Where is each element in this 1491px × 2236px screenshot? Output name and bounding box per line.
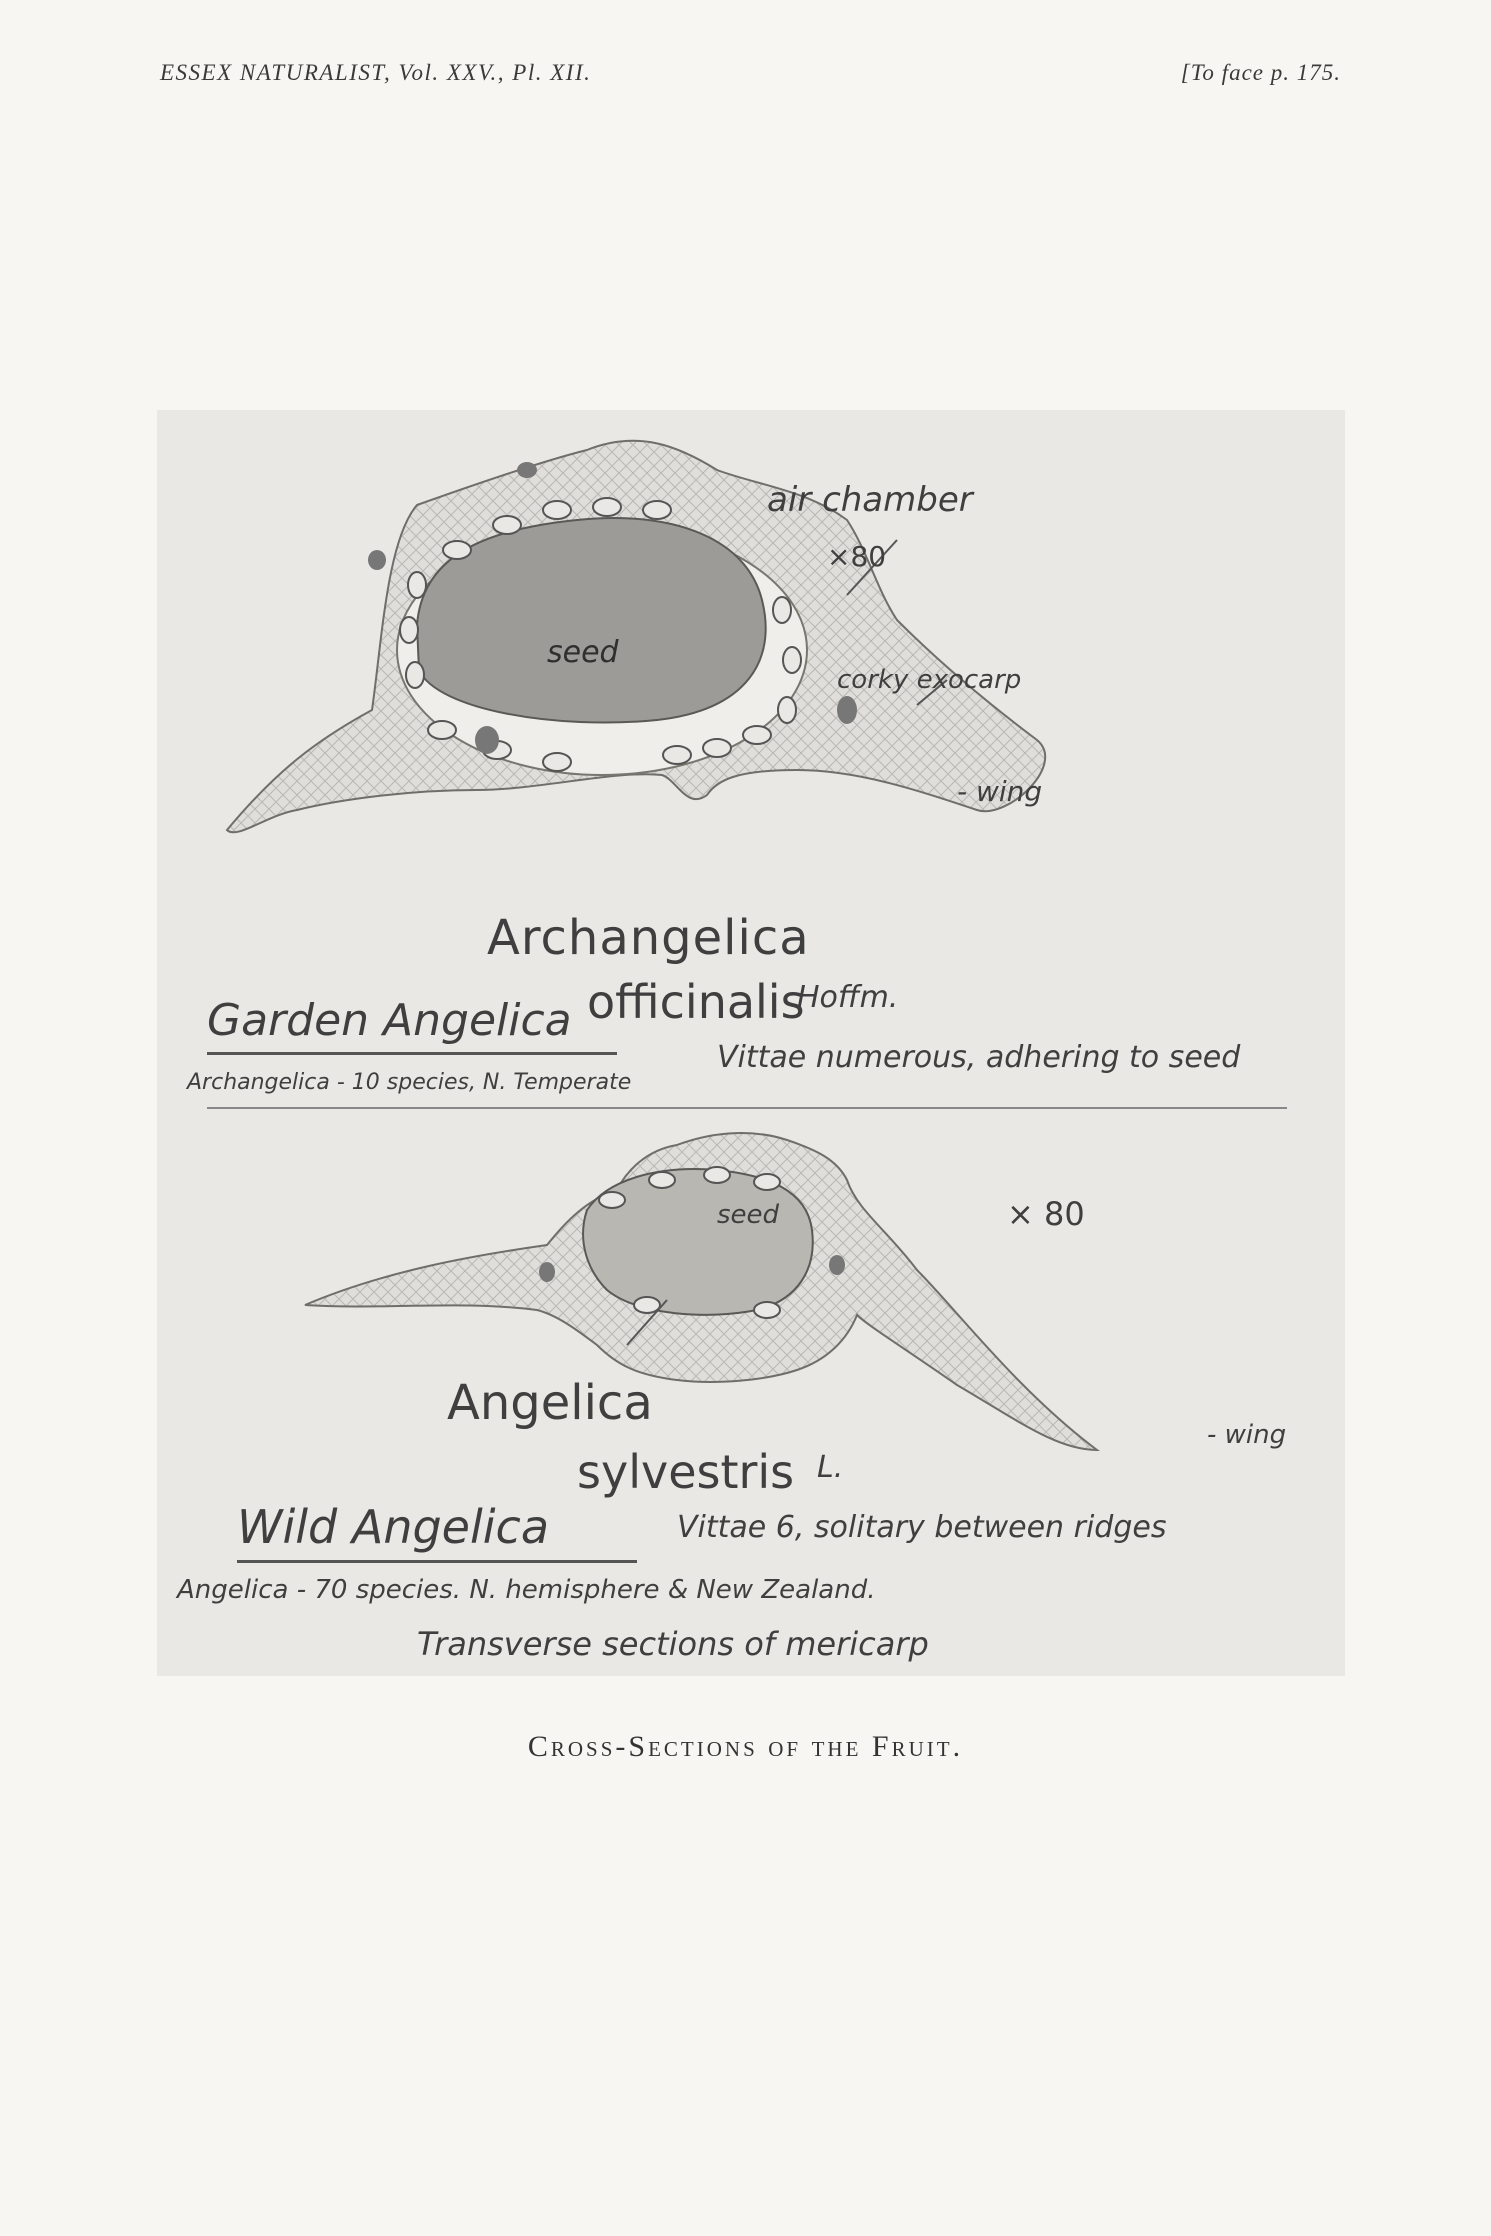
bottom-seed-label: seed — [717, 1200, 780, 1230]
bottom-wing-label: - wing — [1207, 1420, 1287, 1450]
archangelica-genus: Archangelica — [487, 910, 810, 966]
facing-page-reference: [To face p. 175. — [1180, 60, 1341, 85]
transverse-sections-note: Transverse sections of mericarp — [417, 1625, 929, 1663]
angelica-cross-section — [305, 1133, 1097, 1450]
top-wing-label: - wing — [957, 775, 1043, 808]
top-magnification-label: ×80 — [827, 540, 887, 573]
garden-angelica-common-name: Garden Angelica — [207, 995, 617, 1055]
angelica-vittae-note: Vittae 6, solitary between ridges — [677, 1510, 1167, 1545]
archangelica-genus-note: Archangelica - 10 species, N. Temperate — [187, 1070, 632, 1095]
archangelica-authority: Hoffm. — [797, 980, 899, 1015]
wild-angelica-common-name: Wild Angelica — [237, 1500, 637, 1563]
top-seed-label: seed — [547, 635, 619, 670]
bottom-seed-body — [583, 1169, 813, 1315]
bottom-magnification-label: × 80 — [1007, 1195, 1085, 1233]
angelica-species: sylvestris — [577, 1445, 795, 1499]
illustration-plate — [157, 410, 1345, 1676]
plate-divider — [207, 1107, 1287, 1109]
page-header — [160, 60, 1341, 100]
journal-reference: ESSEX NATURALIST, Vol. XXV., Pl. XII. — [160, 60, 592, 85]
archangelica-species: officinalis — [587, 975, 805, 1029]
angelica-authority: L. — [817, 1450, 844, 1485]
archangelica-vittae-note: Vittae numerous, adhering to seed — [717, 1040, 1241, 1075]
corky-exocarp-label: corky exocarp — [837, 665, 1022, 695]
plate-caption: Cross-Sections of the Fruit. — [527, 1730, 964, 1763]
air-chamber-label: air chamber — [767, 480, 973, 520]
angelica-genus-note: Angelica - 70 species. N. hemisphere & New Zealand. — [177, 1575, 876, 1605]
angelica-genus: Angelica — [447, 1375, 653, 1431]
